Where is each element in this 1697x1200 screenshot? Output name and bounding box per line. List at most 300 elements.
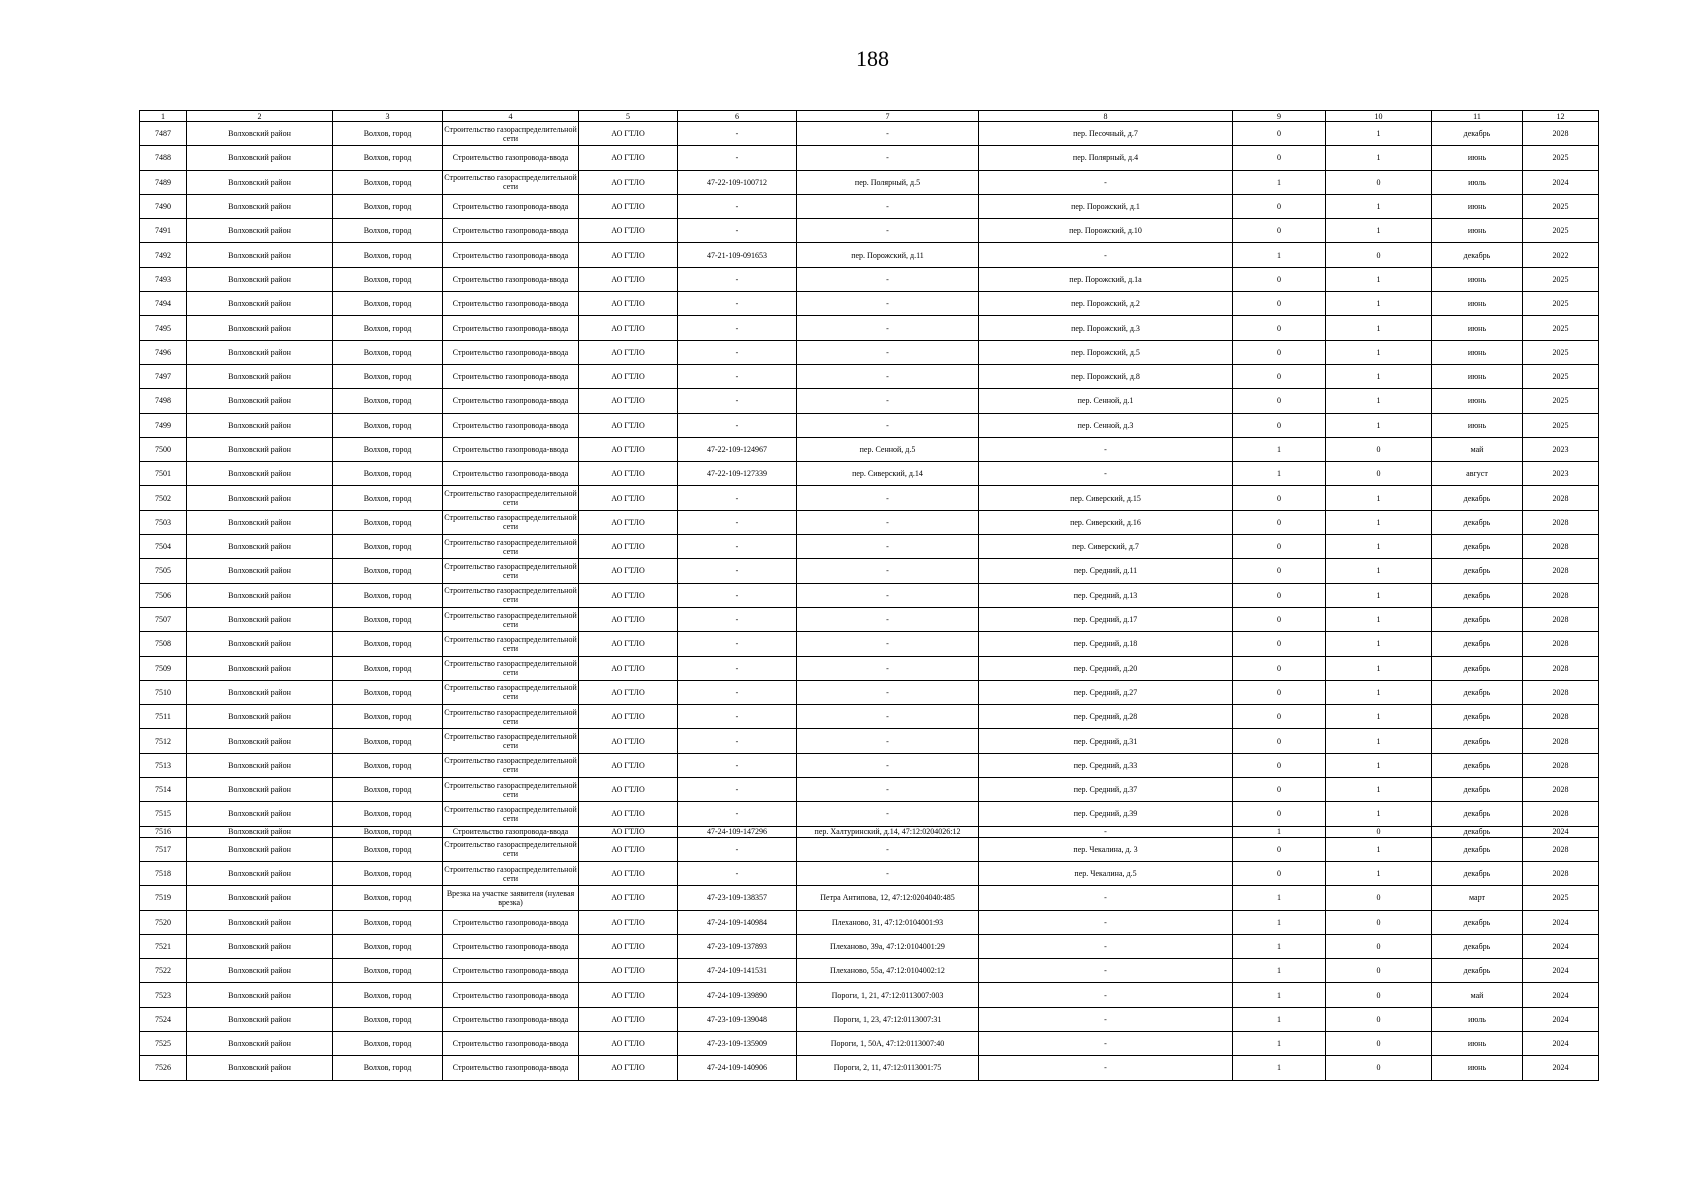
cell-count-planned: 1 (1326, 510, 1432, 534)
cell-request-number: 47-24-109-140984 (678, 910, 797, 934)
cell-month: декабрь (1432, 837, 1523, 861)
table-row (140, 194, 1599, 218)
cell-district: Волховский район (187, 292, 333, 316)
cell-count-planned: 1 (1326, 778, 1432, 802)
cell-district: Волховский район (187, 243, 333, 267)
cell-request-number: 47-24-109-139890 (678, 983, 797, 1007)
cell-year: 2028 (1523, 535, 1599, 559)
cell-count-planned: 1 (1326, 583, 1432, 607)
cell-organization: АО ГТЛО (579, 886, 678, 910)
cell-locality: Волхов, город (333, 316, 443, 340)
cell-locality: Волхов, город (333, 219, 443, 243)
cell-year: 2028 (1523, 753, 1599, 777)
cell-request-number: - (678, 802, 797, 826)
cell-address-planned: пер. Порожский, д.10 (979, 219, 1233, 243)
cell-address-done: - (797, 837, 979, 861)
column-header: 12 (1523, 111, 1599, 122)
cell-count-planned: 1 (1326, 837, 1432, 861)
cell-address-planned: пер. Средний, д.31 (979, 729, 1233, 753)
cell-organization: АО ГТЛО (579, 729, 678, 753)
cell-request-number: 47-23-109-137893 (678, 934, 797, 958)
cell-request-number: - (678, 680, 797, 704)
cell-work-type: Строительство газораспределительной сети (443, 486, 579, 510)
table-row (140, 292, 1599, 316)
cell-year: 2028 (1523, 486, 1599, 510)
cell-count-done: 0 (1233, 364, 1326, 388)
cell-request-number: - (678, 656, 797, 680)
table-row (140, 413, 1599, 437)
cell-year: 2028 (1523, 729, 1599, 753)
cell-row-number: 7513 (140, 753, 187, 777)
cell-request-number: 47-24-109-140906 (678, 1056, 797, 1080)
cell-district: Волховский район (187, 656, 333, 680)
cell-row-number: 7508 (140, 632, 187, 656)
cell-year: 2025 (1523, 219, 1599, 243)
cell-district: Волховский район (187, 861, 333, 885)
cell-month: июль (1432, 1007, 1523, 1031)
table-row (140, 826, 1599, 837)
cell-row-number: 7487 (140, 122, 187, 146)
cell-district: Волховский район (187, 632, 333, 656)
cell-row-number: 7504 (140, 535, 187, 559)
cell-count-done: 0 (1233, 122, 1326, 146)
cell-request-number: - (678, 861, 797, 885)
cell-locality: Волхов, город (333, 170, 443, 194)
cell-address-planned: пер. Средний, д.27 (979, 680, 1233, 704)
cell-locality: Волхов, город (333, 122, 443, 146)
cell-work-type: Строительство газопровода-ввода (443, 194, 579, 218)
cell-count-planned: 0 (1326, 462, 1432, 486)
cell-district: Волховский район (187, 607, 333, 631)
cell-address-done: пер. Полярный, д.5 (797, 170, 979, 194)
cell-row-number: 7503 (140, 510, 187, 534)
cell-work-type: Строительство газопровода-ввода (443, 413, 579, 437)
column-header: 10 (1326, 111, 1432, 122)
cell-request-number: - (678, 632, 797, 656)
cell-year: 2025 (1523, 886, 1599, 910)
cell-district: Волховский район (187, 934, 333, 958)
cell-request-number: 47-23-109-135909 (678, 1031, 797, 1055)
cell-work-type: Строительство газораспределительной сети (443, 583, 579, 607)
cell-year: 2025 (1523, 340, 1599, 364)
cell-row-number: 7489 (140, 170, 187, 194)
cell-count-planned: 1 (1326, 340, 1432, 364)
cell-request-number: 47-23-109-139048 (678, 1007, 797, 1031)
cell-district: Волховский район (187, 959, 333, 983)
cell-row-number: 7511 (140, 705, 187, 729)
cell-row-number: 7514 (140, 778, 187, 802)
cell-row-number: 7501 (140, 462, 187, 486)
cell-address-done: - (797, 607, 979, 631)
cell-row-number: 7488 (140, 146, 187, 170)
cell-district: Волховский район (187, 583, 333, 607)
cell-locality: Волхов, город (333, 680, 443, 704)
table-row (140, 910, 1599, 934)
cell-request-number: - (678, 607, 797, 631)
cell-district: Волховский район (187, 680, 333, 704)
cell-count-done: 1 (1233, 1056, 1326, 1080)
cell-work-type: Строительство газопровода-ввода (443, 1031, 579, 1055)
cell-address-done: - (797, 802, 979, 826)
cell-year: 2023 (1523, 462, 1599, 486)
table-row (140, 170, 1599, 194)
cell-address-planned: пер. Полярный, д.4 (979, 146, 1233, 170)
cell-work-type: Строительство газопровода-ввода (443, 1056, 579, 1080)
cell-district: Волховский район (187, 462, 333, 486)
cell-count-done: 1 (1233, 959, 1326, 983)
cell-work-type: Строительство газопровода-ввода (443, 340, 579, 364)
cell-year: 2028 (1523, 802, 1599, 826)
cell-work-type: Строительство газопровода-ввода (443, 983, 579, 1007)
cell-row-number: 7523 (140, 983, 187, 1007)
cell-locality: Волхов, город (333, 778, 443, 802)
cell-month: декабрь (1432, 535, 1523, 559)
table-row (140, 122, 1599, 146)
cell-address-planned: пер. Средний, д.20 (979, 656, 1233, 680)
cell-work-type: Строительство газораспределительной сети (443, 535, 579, 559)
cell-count-planned: 0 (1326, 1056, 1432, 1080)
column-header: 4 (443, 111, 579, 122)
page-number: 188 (856, 46, 889, 71)
cell-count-planned: 1 (1326, 146, 1432, 170)
table-row (140, 316, 1599, 340)
cell-address-done: - (797, 680, 979, 704)
cell-count-done: 1 (1233, 1007, 1326, 1031)
cell-organization: АО ГТЛО (579, 826, 678, 837)
cell-work-type: Строительство газопровода-ввода (443, 316, 579, 340)
cell-work-type: Строительство газопровода-ввода (443, 389, 579, 413)
cell-month: декабрь (1432, 910, 1523, 934)
cell-year: 2028 (1523, 778, 1599, 802)
cell-organization: АО ГТЛО (579, 959, 678, 983)
cell-work-type: Строительство газораспределительной сети (443, 170, 579, 194)
cell-work-type: Строительство газораспределительной сети (443, 837, 579, 861)
cell-count-planned: 1 (1326, 389, 1432, 413)
cell-organization: АО ГТЛО (579, 122, 678, 146)
cell-district: Волховский район (187, 194, 333, 218)
cell-year: 2028 (1523, 680, 1599, 704)
cell-address-planned: пер. Чекалина, д.5 (979, 861, 1233, 885)
cell-month: декабрь (1432, 583, 1523, 607)
cell-work-type: Строительство газопровода-ввода (443, 292, 579, 316)
cell-locality: Волхов, город (333, 413, 443, 437)
cell-address-done: - (797, 122, 979, 146)
cell-work-type: Строительство газораспределительной сети (443, 559, 579, 583)
cell-organization: АО ГТЛО (579, 437, 678, 461)
cell-month: декабрь (1432, 680, 1523, 704)
cell-row-number: 7490 (140, 194, 187, 218)
cell-district: Волховский район (187, 753, 333, 777)
cell-count-planned: 1 (1326, 729, 1432, 753)
cell-address-done: пер. Порожский, д.11 (797, 243, 979, 267)
cell-row-number: 7520 (140, 910, 187, 934)
cell-year: 2028 (1523, 837, 1599, 861)
cell-year: 2025 (1523, 194, 1599, 218)
cell-year: 2023 (1523, 437, 1599, 461)
cell-work-type: Строительство газопровода-ввода (443, 934, 579, 958)
cell-row-number: 7507 (140, 607, 187, 631)
cell-count-done: 1 (1233, 170, 1326, 194)
cell-address-planned: - (979, 1007, 1233, 1031)
table-row (140, 146, 1599, 170)
cell-district: Волховский район (187, 1007, 333, 1031)
cell-month: декабрь (1432, 729, 1523, 753)
cell-count-done: 0 (1233, 535, 1326, 559)
cell-locality: Волхов, город (333, 607, 443, 631)
cell-request-number: - (678, 389, 797, 413)
cell-organization: АО ГТЛО (579, 753, 678, 777)
cell-address-planned: - (979, 959, 1233, 983)
cell-count-planned: 0 (1326, 959, 1432, 983)
cell-address-planned: пер. Средний, д.37 (979, 778, 1233, 802)
table-row (140, 486, 1599, 510)
cell-count-done: 1 (1233, 437, 1326, 461)
cell-organization: АО ГТЛО (579, 1007, 678, 1031)
cell-count-done: 0 (1233, 486, 1326, 510)
cell-address-planned: пер. Порожский, д.1 (979, 194, 1233, 218)
cell-address-planned: пер. Сенной, д.3 (979, 413, 1233, 437)
cell-address-planned: пер. Сиверский, д.15 (979, 486, 1233, 510)
cell-address-done: - (797, 340, 979, 364)
cell-locality: Волхов, город (333, 1056, 443, 1080)
cell-organization: АО ГТЛО (579, 934, 678, 958)
cell-request-number: - (678, 364, 797, 388)
cell-month: июнь (1432, 1056, 1523, 1080)
cell-work-type: Строительство газораспределительной сети (443, 802, 579, 826)
cell-address-planned: пер. Средний, д.18 (979, 632, 1233, 656)
cell-address-planned: пер. Порожский, д.8 (979, 364, 1233, 388)
cell-district: Волховский район (187, 729, 333, 753)
column-header: 11 (1432, 111, 1523, 122)
cell-address-planned: пер. Сиверский, д.7 (979, 535, 1233, 559)
cell-row-number: 7526 (140, 1056, 187, 1080)
cell-count-planned: 0 (1326, 243, 1432, 267)
cell-count-planned: 0 (1326, 1007, 1432, 1031)
cell-count-done: 1 (1233, 886, 1326, 910)
cell-year: 2028 (1523, 705, 1599, 729)
cell-district: Волховский район (187, 1056, 333, 1080)
table-row (140, 753, 1599, 777)
cell-locality: Волхов, город (333, 437, 443, 461)
cell-count-done: 0 (1233, 389, 1326, 413)
cell-row-number: 7506 (140, 583, 187, 607)
table-row (140, 510, 1599, 534)
cell-count-done: 1 (1233, 910, 1326, 934)
cell-row-number: 7521 (140, 934, 187, 958)
cell-request-number: 47-21-109-091653 (678, 243, 797, 267)
cell-address-planned: пер. Средний, д.11 (979, 559, 1233, 583)
cell-address-done: - (797, 316, 979, 340)
cell-address-planned: - (979, 170, 1233, 194)
cell-organization: АО ГТЛО (579, 1056, 678, 1080)
cell-work-type: Строительство газораспределительной сети (443, 729, 579, 753)
table-row (140, 607, 1599, 631)
cell-work-type: Строительство газораспределительной сети (443, 705, 579, 729)
cell-row-number: 7505 (140, 559, 187, 583)
cell-organization: АО ГТЛО (579, 983, 678, 1007)
cell-month: июнь (1432, 146, 1523, 170)
cell-count-planned: 1 (1326, 802, 1432, 826)
cell-locality: Волхов, город (333, 802, 443, 826)
cell-row-number: 7498 (140, 389, 187, 413)
cell-row-number: 7512 (140, 729, 187, 753)
column-header: 7 (797, 111, 979, 122)
cell-district: Волховский район (187, 437, 333, 461)
cell-locality: Волхов, город (333, 910, 443, 934)
cell-organization: АО ГТЛО (579, 364, 678, 388)
cell-count-done: 0 (1233, 802, 1326, 826)
cell-year: 2028 (1523, 510, 1599, 534)
cell-work-type: Строительство газораспределительной сети (443, 632, 579, 656)
cell-address-planned: - (979, 886, 1233, 910)
cell-request-number: 47-23-109-138357 (678, 886, 797, 910)
cell-address-done: - (797, 194, 979, 218)
cell-district: Волховский район (187, 170, 333, 194)
cell-count-planned: 1 (1326, 607, 1432, 631)
cell-count-planned: 1 (1326, 656, 1432, 680)
cell-month: декабрь (1432, 802, 1523, 826)
cell-count-done: 0 (1233, 607, 1326, 631)
cell-address-planned: пер. Средний, д.33 (979, 753, 1233, 777)
cell-address-done: Пороги, 2, 11, 47:12:0113001:75 (797, 1056, 979, 1080)
table-row (140, 656, 1599, 680)
cell-locality: Волхов, город (333, 729, 443, 753)
cell-row-number: 7516 (140, 826, 187, 837)
cell-month: май (1432, 437, 1523, 461)
cell-organization: АО ГТЛО (579, 837, 678, 861)
cell-count-done: 1 (1233, 1031, 1326, 1055)
cell-address-done: - (797, 389, 979, 413)
cell-request-number: 47-22-109-127339 (678, 462, 797, 486)
cell-district: Волховский район (187, 267, 333, 291)
cell-locality: Волхов, город (333, 243, 443, 267)
table-row (140, 340, 1599, 364)
cell-work-type: Строительство газопровода-ввода (443, 146, 579, 170)
cell-month: июнь (1432, 219, 1523, 243)
cell-request-number: - (678, 267, 797, 291)
cell-year: 2025 (1523, 413, 1599, 437)
cell-address-done: пер. Сенной, д.5 (797, 437, 979, 461)
table-row (140, 462, 1599, 486)
cell-locality: Волхов, город (333, 656, 443, 680)
cell-count-done: 0 (1233, 583, 1326, 607)
cell-request-number: - (678, 413, 797, 437)
cell-row-number: 7493 (140, 267, 187, 291)
cell-count-planned: 0 (1326, 437, 1432, 461)
cell-locality: Волхов, город (333, 340, 443, 364)
table-header-row (140, 111, 1599, 122)
cell-count-done: 0 (1233, 340, 1326, 364)
cell-year: 2024 (1523, 983, 1599, 1007)
cell-work-type: Строительство газопровода-ввода (443, 826, 579, 837)
cell-district: Волховский район (187, 389, 333, 413)
cell-organization: АО ГТЛО (579, 632, 678, 656)
cell-request-number: - (678, 535, 797, 559)
table-row (140, 1007, 1599, 1031)
cell-request-number: - (678, 316, 797, 340)
cell-year: 2028 (1523, 656, 1599, 680)
cell-count-planned: 1 (1326, 632, 1432, 656)
cell-count-planned: 1 (1326, 861, 1432, 885)
cell-locality: Волхов, город (333, 1007, 443, 1031)
cell-district: Волховский район (187, 837, 333, 861)
cell-month: декабрь (1432, 934, 1523, 958)
cell-address-done: Пороги, 1, 50А, 47:12:0113007:40 (797, 1031, 979, 1055)
column-header: 6 (678, 111, 797, 122)
cell-work-type: Строительство газораспределительной сети (443, 607, 579, 631)
cell-district: Волховский район (187, 826, 333, 837)
cell-organization: АО ГТЛО (579, 861, 678, 885)
cell-organization: АО ГТЛО (579, 267, 678, 291)
cell-address-done: - (797, 267, 979, 291)
cell-month: июнь (1432, 1031, 1523, 1055)
cell-address-done: - (797, 753, 979, 777)
cell-organization: АО ГТЛО (579, 462, 678, 486)
table-row (140, 680, 1599, 704)
column-header: 5 (579, 111, 678, 122)
table-row (140, 364, 1599, 388)
cell-locality: Волхов, город (333, 559, 443, 583)
cell-row-number: 7519 (140, 886, 187, 910)
cell-organization: АО ГТЛО (579, 340, 678, 364)
cell-year: 2025 (1523, 316, 1599, 340)
cell-address-done: - (797, 219, 979, 243)
cell-locality: Волхов, город (333, 934, 443, 958)
cell-district: Волховский район (187, 559, 333, 583)
cell-district: Волховский район (187, 316, 333, 340)
cell-district: Волховский район (187, 983, 333, 1007)
cell-address-done: - (797, 656, 979, 680)
cell-month: декабрь (1432, 632, 1523, 656)
cell-count-planned: 1 (1326, 122, 1432, 146)
table-row (140, 1056, 1599, 1080)
cell-row-number: 7491 (140, 219, 187, 243)
table-row (140, 219, 1599, 243)
cell-request-number: - (678, 510, 797, 534)
table-row (140, 959, 1599, 983)
cell-month: декабрь (1432, 705, 1523, 729)
cell-work-type: Строительство газораспределительной сети (443, 656, 579, 680)
cell-count-done: 0 (1233, 680, 1326, 704)
cell-organization: АО ГТЛО (579, 1031, 678, 1055)
cell-organization: АО ГТЛО (579, 559, 678, 583)
cell-organization: АО ГТЛО (579, 243, 678, 267)
cell-count-done: 0 (1233, 559, 1326, 583)
cell-row-number: 7499 (140, 413, 187, 437)
cell-year: 2024 (1523, 1007, 1599, 1031)
cell-count-planned: 1 (1326, 705, 1432, 729)
cell-count-done: 0 (1233, 267, 1326, 291)
table-row (140, 837, 1599, 861)
cell-address-done: - (797, 778, 979, 802)
cell-count-planned: 1 (1326, 194, 1432, 218)
cell-work-type: Врезка на участке заявителя (нулевая врезка) (443, 886, 579, 910)
cell-month: декабрь (1432, 510, 1523, 534)
cell-address-planned: - (979, 1031, 1233, 1055)
cell-year: 2028 (1523, 122, 1599, 146)
cell-locality: Волхов, город (333, 389, 443, 413)
cell-locality: Волхов, город (333, 1031, 443, 1055)
cell-request-number: - (678, 219, 797, 243)
cell-address-done: - (797, 364, 979, 388)
cell-month: декабрь (1432, 559, 1523, 583)
cell-address-done: - (797, 292, 979, 316)
cell-request-number: 47-22-109-124967 (678, 437, 797, 461)
cell-month: июнь (1432, 413, 1523, 437)
cell-district: Волховский район (187, 510, 333, 534)
cell-count-planned: 0 (1326, 910, 1432, 934)
cell-address-done: - (797, 146, 979, 170)
